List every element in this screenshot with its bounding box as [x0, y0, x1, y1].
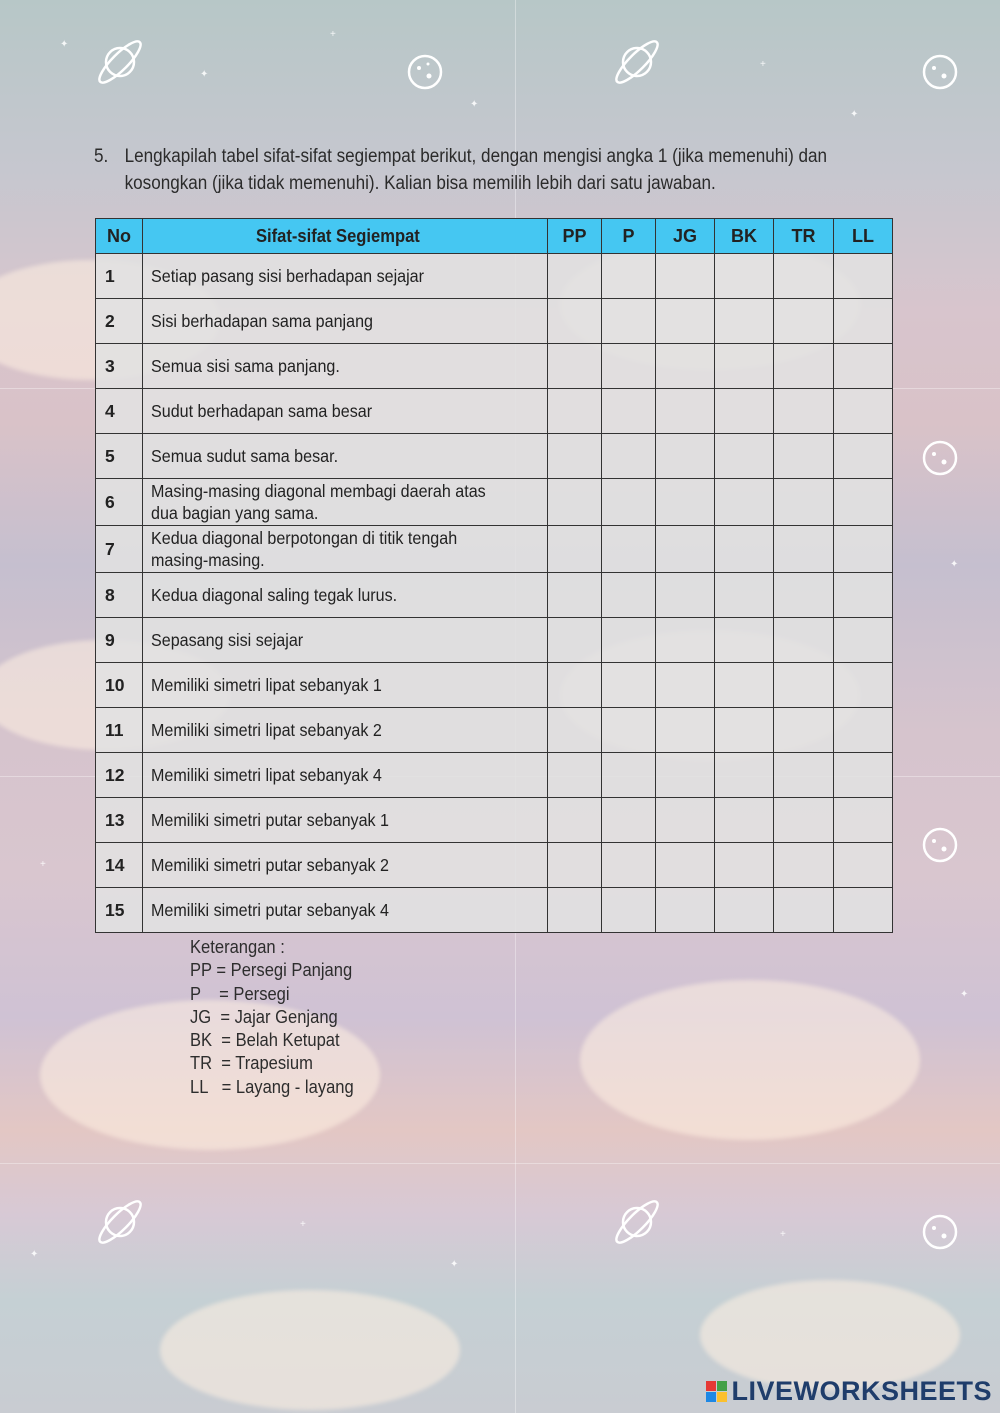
answer-cell-p[interactable]	[602, 389, 656, 434]
answer-cell-bk[interactable]	[715, 479, 774, 526]
background-cloud	[160, 1290, 460, 1410]
answer-cell-jg[interactable]	[656, 254, 715, 299]
row-property: Memiliki simetri putar sebanyak 4	[143, 888, 548, 933]
answer-cell-tr[interactable]	[774, 479, 834, 526]
star-icon: +	[760, 59, 766, 70]
answer-cell-jg[interactable]	[656, 708, 715, 753]
answer-cell-p[interactable]	[602, 798, 656, 843]
row-number: 4	[96, 389, 143, 434]
table-row	[96, 434, 893, 479]
answer-cell-bk[interactable]	[715, 618, 774, 663]
answer-cell-p[interactable]	[602, 434, 656, 479]
answer-cell-tr[interactable]	[774, 389, 834, 434]
answer-cell-tr[interactable]	[774, 663, 834, 708]
legend-item: LL = Layang - layang	[190, 1076, 354, 1097]
moon-icon	[920, 438, 960, 478]
table-row	[96, 798, 893, 843]
answer-cell-tr[interactable]	[774, 888, 834, 933]
legend-item: JG = Jajar Genjang	[190, 1006, 338, 1027]
answer-cell-jg[interactable]	[656, 843, 715, 888]
answer-cell-tr[interactable]	[774, 843, 834, 888]
row-property: Memiliki simetri lipat sebanyak 1	[143, 663, 548, 708]
answer-cell-p[interactable]	[602, 344, 656, 389]
answer-cell-pp[interactable]	[548, 753, 602, 798]
question-line: Lengkapilah tabel sifat-sifat segiempat berikut, dengan mengisi angka 1 (jika memenuhi) dan	[124, 146, 828, 167]
answer-cell-tr[interactable]	[774, 618, 834, 663]
row-property: Masing-masing diagonal membagi daerah atas dua bagian yang sama.	[143, 479, 548, 526]
answer-cell-bk[interactable]	[715, 753, 774, 798]
row-property: Kedua diagonal berpotongan di titik tengah masing-masing.	[143, 526, 548, 573]
answer-cell-ll[interactable]	[834, 299, 893, 344]
row-property: Sepasang sisi sejajar	[143, 618, 548, 663]
star-icon: +	[780, 1229, 786, 1240]
answer-cell-jg[interactable]	[656, 526, 715, 573]
answer-cell-jg[interactable]	[656, 888, 715, 933]
question-line: kosongkan (jika tidak memenuhi). Kalian bisa memilih lebih dari satu jawaban.	[124, 173, 716, 194]
table-row	[96, 573, 893, 618]
answer-cell-pp[interactable]	[548, 663, 602, 708]
question-text	[94, 143, 841, 197]
star-icon: ✦	[60, 39, 69, 50]
question-number: 5.	[94, 146, 109, 167]
table-row	[96, 299, 893, 344]
brand-name: LIVEWORKSHEETS	[731, 1376, 992, 1406]
answer-cell-p[interactable]	[602, 618, 656, 663]
row-property: Setiap pasang sisi berhadapan sejajar	[143, 254, 548, 299]
row-number: 15	[96, 888, 143, 933]
answer-cell-p[interactable]	[602, 479, 656, 526]
moon-icon	[920, 52, 960, 92]
answer-cell-bk[interactable]	[715, 798, 774, 843]
answer-cell-jg[interactable]	[656, 479, 715, 526]
answer-cell-pp[interactable]	[548, 479, 602, 526]
answer-cell-p[interactable]	[602, 708, 656, 753]
liveworksheets-logo-icon	[706, 1381, 727, 1402]
answer-cell-pp[interactable]	[548, 708, 602, 753]
header-p: P	[602, 219, 656, 254]
answer-cell-pp[interactable]	[548, 573, 602, 618]
answer-cell-pp[interactable]	[548, 888, 602, 933]
answer-cell-ll[interactable]	[834, 663, 893, 708]
star-icon: ✦	[950, 559, 959, 570]
answer-cell-tr[interactable]	[774, 526, 834, 573]
answer-cell-p[interactable]	[602, 888, 656, 933]
answer-cell-tr[interactable]	[774, 798, 834, 843]
row-property: Memiliki simetri putar sebanyak 1	[143, 798, 548, 843]
answer-cell-pp[interactable]	[548, 344, 602, 389]
row-number: 7	[96, 526, 143, 573]
legend-item: PP = Persegi Panjang	[190, 960, 353, 981]
answer-cell-p[interactable]	[602, 843, 656, 888]
answer-cell-tr[interactable]	[774, 434, 834, 479]
legend-item: P = Persegi	[190, 983, 290, 1004]
answer-cell-ll[interactable]	[834, 389, 893, 434]
answer-cell-p[interactable]	[602, 753, 656, 798]
table-row	[96, 389, 893, 434]
answer-cell-tr[interactable]	[774, 299, 834, 344]
table-row	[96, 753, 893, 798]
answer-cell-p[interactable]	[602, 526, 656, 573]
answer-cell-bk[interactable]	[715, 389, 774, 434]
table-row	[96, 618, 893, 663]
answer-cell-bk[interactable]	[715, 573, 774, 618]
header-ll: LL	[834, 219, 893, 254]
header-tr: TR	[774, 219, 834, 254]
answer-cell-bk[interactable]	[715, 888, 774, 933]
row-number: 11	[96, 708, 143, 753]
legend-title: Keterangan :	[190, 937, 285, 957]
answer-cell-bk[interactable]	[715, 708, 774, 753]
answer-cell-pp[interactable]	[548, 526, 602, 573]
answer-cell-pp[interactable]	[548, 843, 602, 888]
answer-cell-p[interactable]	[602, 254, 656, 299]
answer-cell-bk[interactable]	[715, 526, 774, 573]
answer-cell-ll[interactable]	[834, 434, 893, 479]
table-row	[96, 888, 893, 933]
row-property: Semua sudut sama besar.	[143, 434, 548, 479]
table-row	[96, 344, 893, 389]
header-property: Sifat-sifat Segiempat	[143, 219, 548, 254]
star-icon: ✦	[30, 1249, 39, 1260]
answer-cell-jg[interactable]	[656, 389, 715, 434]
legend-item: BK = Belah Ketupat	[190, 1030, 340, 1051]
planet-icon	[605, 1190, 669, 1254]
row-number: 6	[96, 479, 143, 526]
answer-cell-ll[interactable]	[834, 344, 893, 389]
row-number: 2	[96, 299, 143, 344]
row-number: 3	[96, 344, 143, 389]
star-icon: ✦	[850, 109, 859, 120]
answer-cell-pp[interactable]	[548, 434, 602, 479]
row-number: 5	[96, 434, 143, 479]
answer-cell-jg[interactable]	[656, 434, 715, 479]
header-jg: JG	[656, 219, 715, 254]
table-row	[96, 479, 893, 526]
answer-cell-ll[interactable]	[834, 254, 893, 299]
liveworksheets-brand	[706, 1376, 992, 1407]
answer-cell-jg[interactable]	[656, 573, 715, 618]
star-icon: ✦	[200, 69, 209, 80]
answer-cell-p[interactable]	[602, 573, 656, 618]
answer-cell-ll[interactable]	[834, 708, 893, 753]
answer-cell-p[interactable]	[602, 663, 656, 708]
header-pp: PP	[548, 219, 602, 254]
row-number: 9	[96, 618, 143, 663]
star-icon: +	[300, 1219, 306, 1230]
answer-cell-ll[interactable]	[834, 888, 893, 933]
answer-cell-tr[interactable]	[774, 708, 834, 753]
planet-icon	[605, 30, 669, 94]
answer-cell-ll[interactable]	[834, 753, 893, 798]
legend-item: TR = Trapesium	[190, 1053, 313, 1074]
answer-cell-tr[interactable]	[774, 344, 834, 389]
answer-cell-ll[interactable]	[834, 526, 893, 573]
properties-table	[95, 218, 893, 933]
row-property: Memiliki simetri lipat sebanyak 4	[143, 753, 548, 798]
answer-cell-jg[interactable]	[656, 344, 715, 389]
table-row	[96, 708, 893, 753]
planet-icon	[88, 1190, 152, 1254]
table-row	[96, 254, 893, 299]
background-cloud	[580, 980, 920, 1140]
star-icon: ✦	[960, 989, 969, 1000]
answer-cell-pp[interactable]	[548, 254, 602, 299]
answer-cell-ll[interactable]	[834, 618, 893, 663]
moon-icon	[920, 825, 960, 865]
answer-cell-tr[interactable]	[774, 753, 834, 798]
row-number: 14	[96, 843, 143, 888]
planet-icon	[88, 30, 152, 94]
answer-cell-bk[interactable]	[715, 663, 774, 708]
row-property: Memiliki simetri lipat sebanyak 2	[143, 708, 548, 753]
answer-cell-jg[interactable]	[656, 618, 715, 663]
row-number: 10	[96, 663, 143, 708]
row-property: Kedua diagonal saling tegak lurus.	[143, 573, 548, 618]
moon-icon	[405, 52, 445, 92]
answer-cell-bk[interactable]	[715, 843, 774, 888]
answer-cell-jg[interactable]	[656, 798, 715, 843]
answer-cell-pp[interactable]	[548, 389, 602, 434]
answer-cell-pp[interactable]	[548, 618, 602, 663]
answer-cell-ll[interactable]	[834, 479, 893, 526]
row-number: 1	[96, 254, 143, 299]
star-icon: ✦	[470, 99, 479, 110]
header-bk: BK	[715, 219, 774, 254]
moon-icon	[920, 1212, 960, 1252]
row-property: Sudut berhadapan sama besar	[143, 389, 548, 434]
answer-cell-tr[interactable]	[774, 254, 834, 299]
answer-cell-ll[interactable]	[834, 573, 893, 618]
answer-cell-ll[interactable]	[834, 843, 893, 888]
answer-cell-bk[interactable]	[715, 254, 774, 299]
table-row	[96, 526, 893, 573]
star-icon: +	[330, 29, 336, 40]
header-no: No	[96, 219, 143, 254]
star-icon: +	[40, 859, 46, 870]
answer-cell-jg[interactable]	[656, 299, 715, 344]
answer-cell-bk[interactable]	[715, 299, 774, 344]
answer-cell-pp[interactable]	[548, 299, 602, 344]
star-icon: ✦	[450, 1259, 459, 1270]
table-header-row	[96, 219, 893, 254]
answer-cell-pp[interactable]	[548, 798, 602, 843]
table-row	[96, 663, 893, 708]
row-property: Memiliki simetri putar sebanyak 2	[143, 843, 548, 888]
row-number: 13	[96, 798, 143, 843]
answer-cell-jg[interactable]	[656, 753, 715, 798]
row-number: 12	[96, 753, 143, 798]
answer-cell-bk[interactable]	[715, 344, 774, 389]
background-divider	[0, 1163, 1000, 1164]
answer-cell-p[interactable]	[602, 299, 656, 344]
answer-cell-jg[interactable]	[656, 663, 715, 708]
answer-cell-bk[interactable]	[715, 434, 774, 479]
answer-cell-tr[interactable]	[774, 573, 834, 618]
row-number: 8	[96, 573, 143, 618]
background-cloud	[700, 1280, 960, 1390]
table-row	[96, 843, 893, 888]
answer-cell-ll[interactable]	[834, 798, 893, 843]
row-property: Semua sisi sama panjang.	[143, 344, 548, 389]
legend	[190, 936, 368, 1099]
row-property: Sisi berhadapan sama panjang	[143, 299, 548, 344]
